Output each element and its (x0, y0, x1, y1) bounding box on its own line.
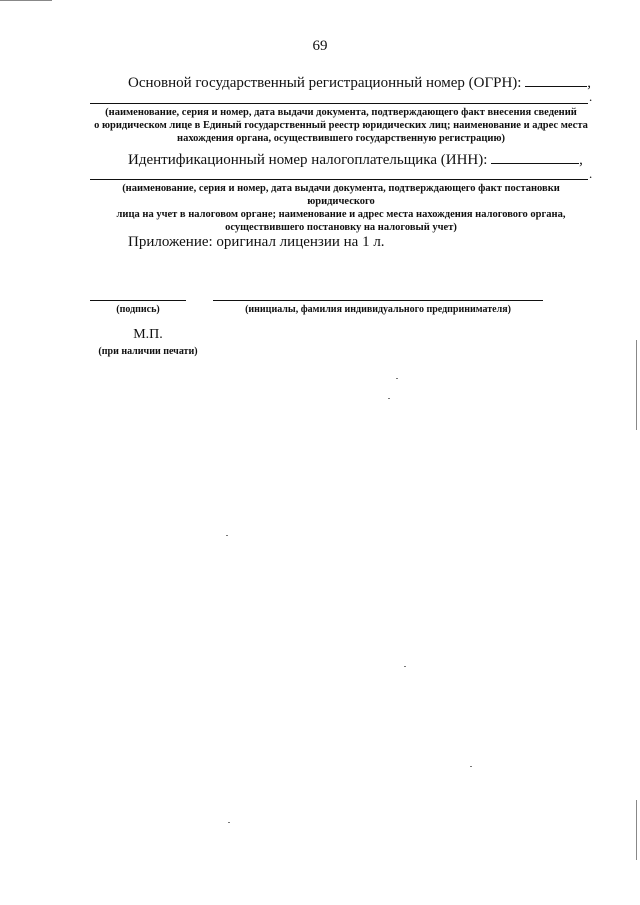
ogrn-line-dot: . (589, 89, 593, 104)
inn-field (128, 149, 583, 169)
ogrn-blank (525, 72, 587, 87)
inn-comma: , (579, 152, 583, 168)
inn-caption-line-1: (наименование, серия и номер, дата выдачи документа, подтверждающего факт постановки юридического (122, 183, 560, 207)
ogrn-caption-line-2: о юридическом лице в Единый государственный реестр юридических лиц; наименование и адрес места (94, 120, 588, 131)
scan-edge-mark (636, 340, 637, 430)
stamp-caption: (при наличии печати) (98, 346, 198, 357)
ogrn-comma: , (587, 75, 591, 91)
scan-speck (228, 822, 230, 823)
inn-document-line (90, 179, 588, 180)
ogrn-caption (88, 106, 594, 145)
ogrn-caption-line-3: нахождения органа, осуществившего государственную регистрацию) (177, 133, 505, 144)
name-caption: (инициалы, фамилия индивидуального предпринимателя) (245, 304, 511, 315)
ogrn-document-line (90, 103, 588, 104)
attachment-text: Приложение: оригинал лицензии на 1 л. (128, 234, 385, 250)
scan-speck (470, 766, 472, 767)
stamp-label: М.П. (133, 327, 163, 342)
ogrn-label: Основной государственный регистрационный номер (ОГРН): (128, 75, 522, 91)
signature-caption: (подпись) (116, 304, 160, 315)
ogrn-field (128, 72, 591, 92)
inn-label: Идентификационный номер налогоплательщика (ИНН): (128, 152, 488, 168)
inn-line-dot: . (589, 166, 593, 181)
ogrn-caption-line-1: (наименование, серия и номер, дата выдачи документа, подтверждающего факт внесения сведений (105, 107, 577, 118)
scan-speck (388, 398, 390, 399)
inn-caption-line-3: осуществившего постановку на налоговый учет) (225, 222, 457, 233)
scan-speck (396, 378, 398, 379)
scan-edge-mark (0, 0, 52, 1)
scan-speck (226, 535, 228, 536)
name-line (213, 300, 543, 301)
page-number: 69 (312, 38, 328, 54)
signature-line (90, 300, 186, 301)
inn-blank (491, 149, 579, 164)
scan-edge-mark (636, 800, 637, 860)
inn-caption (88, 182, 594, 234)
inn-caption-line-2: лица на учет в налоговом органе; наименование и адрес места нахождения налогового органа, (116, 209, 566, 220)
scan-speck (404, 666, 406, 667)
